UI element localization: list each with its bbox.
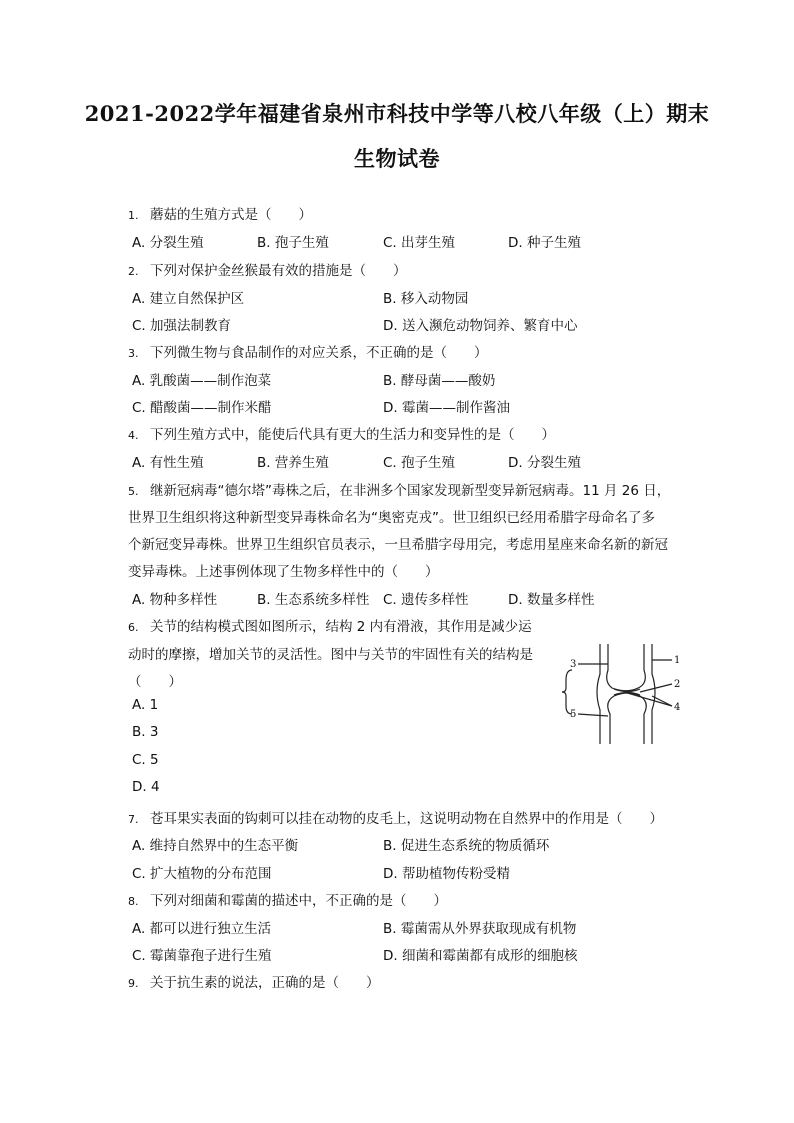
figure-label-2: 2 — [674, 679, 681, 690]
q3-option-b: B. 酵母菌——酸奶 — [383, 373, 496, 389]
question-2 — [128, 259, 407, 279]
q4-option-c: C. 孢子生殖 — [383, 455, 456, 471]
question-7 — [128, 807, 663, 827]
question-6-line-3: （ ） — [128, 674, 182, 690]
q1-option-d: D. 种子生殖 — [508, 235, 581, 251]
q6-option-b: B. 3 — [132, 724, 159, 740]
lower-bone — [608, 693, 647, 744]
title-line-2: 生物试卷 — [354, 146, 440, 171]
question-number: 4. — [128, 429, 139, 442]
question-number: 5. — [128, 485, 139, 498]
question-8 — [128, 889, 447, 909]
q5-option-c: C. 遗传多样性 — [383, 592, 469, 608]
q8-option-b: B. 霉菌需从外界获取现成有机物 — [383, 921, 577, 937]
question-5-line-2: 世界卫生组织将这种新型变异毒株命名为“奥密克戎”。世卫组织已经用希腊字母命名了多 — [128, 510, 655, 526]
brace — [562, 670, 572, 714]
q2-option-d: D. 送入濒危动物饲养、繁育中心 — [383, 318, 578, 334]
question-number: 6. — [128, 621, 139, 634]
question-5-line-3: 个新冠变异毒株。世界卫生组织官员表示，一旦希腊字母用完，考虑用星座来命名新的新冠 — [128, 537, 668, 553]
q5-option-d: D. 数量多样性 — [508, 592, 595, 608]
q7-option-b: B. 促进生态系统的物质循环 — [383, 838, 550, 854]
question-number: 7. — [128, 813, 139, 826]
q6-option-a: A. 1 — [132, 697, 159, 713]
q5-option-a: A. 物种多样性 — [132, 592, 218, 608]
q4-option-d: D. 分裂生殖 — [508, 455, 581, 471]
figure-label-1: 1 — [674, 655, 681, 666]
q7-option-d: D. 帮助植物传粉受精 — [383, 866, 510, 882]
question-stem: 关于抗生素的说法，正确的是（ ） — [150, 975, 380, 991]
question-stem: 关节的结构模式图如图所示，结构 2 内有滑液，其作用是减少运 — [150, 619, 532, 635]
q8-option-c: C. 霉菌靠孢子进行生殖 — [132, 948, 272, 964]
question-number: 9. — [128, 977, 139, 990]
q3-option-d: D. 霉菌——制作酱油 — [383, 400, 510, 416]
q6-option-d: D. 4 — [132, 779, 160, 795]
q8-option-d: D. 细菌和霉菌都有成形的细胞核 — [383, 948, 578, 964]
question-number: 1. — [128, 209, 139, 222]
q5-option-b: B. 生态系统多样性 — [257, 592, 370, 608]
q8-option-a: A. 都可以进行独立生活 — [132, 921, 272, 937]
q2-option-a: A. 建立自然保护区 — [132, 291, 245, 307]
question-number: 8. — [128, 895, 139, 908]
title-line-1: 2021-2022学年福建省泉州市科技中学等八校八年级（上）期末 — [84, 101, 710, 126]
question-9 — [128, 971, 380, 991]
q7-option-c: C. 扩大植物的分布范围 — [132, 866, 272, 882]
q3-option-a: A. 乳酸菌——制作泡菜 — [132, 373, 272, 389]
q3-option-c: C. 醋酸菌——制作米醋 — [132, 400, 272, 416]
question-4 — [128, 423, 555, 443]
question-5-line-1 — [128, 479, 670, 499]
question-stem: 继新冠病毒“德尔塔”毒株之后，在非洲多个国家发现新型变异新冠病毒。11 月 26 日， — [150, 483, 671, 499]
upper-bone — [607, 644, 646, 691]
figure-label-3: 3 — [570, 659, 577, 670]
q1-option-a: A. 分裂生殖 — [132, 235, 204, 251]
question-3 — [128, 341, 488, 361]
question-stem: 蘑菇的生殖方式是（ ） — [150, 207, 312, 223]
q4-option-b: B. 营养生殖 — [257, 455, 329, 471]
question-stem: 苍耳果实表面的钩刺可以挂在动物的皮毛上，这说明动物在自然界中的作用是（ ） — [150, 811, 663, 827]
figure-label-5: 5 — [570, 709, 577, 720]
q2-option-c: C. 加强法制教育 — [132, 318, 232, 334]
question-6-line-1 — [128, 615, 532, 635]
q7-option-a: A. 维持自然界中的生态平衡 — [132, 838, 299, 854]
question-stem: 下列对细菌和霉菌的描述中，不正确的是（ ） — [150, 893, 447, 909]
question-stem: 下列微生物与食品制作的对应关系，不正确的是（ ） — [150, 345, 488, 361]
q6-option-c: C. 5 — [132, 752, 159, 768]
joint-structure-diagram — [560, 640, 695, 748]
question-1 — [128, 203, 312, 223]
joint-capsule — [597, 644, 600, 744]
question-stem: 下列生殖方式中，能使后代具有更大的生活力和变异性的是（ ） — [150, 427, 555, 443]
question-5-line-4: 变异毒株。上述事例体现了生物多样性中的（ ） — [128, 564, 439, 580]
figure-label-4: 4 — [674, 702, 681, 713]
q1-option-c: C. 出芽生殖 — [383, 235, 456, 251]
q1-option-b: B. 孢子生殖 — [257, 235, 329, 251]
q2-option-b: B. 移入动物园 — [383, 291, 469, 307]
question-6-line-2: 动时的摩擦，增加关节的灵活性。图中与关节的牢固性有关的结构是 — [128, 647, 533, 663]
question-number: 3. — [128, 347, 139, 360]
q4-option-a: A. 有性生殖 — [132, 455, 204, 471]
question-stem: 下列对保护金丝猴最有效的措施是（ ） — [150, 263, 407, 279]
question-number: 2. — [128, 265, 139, 278]
